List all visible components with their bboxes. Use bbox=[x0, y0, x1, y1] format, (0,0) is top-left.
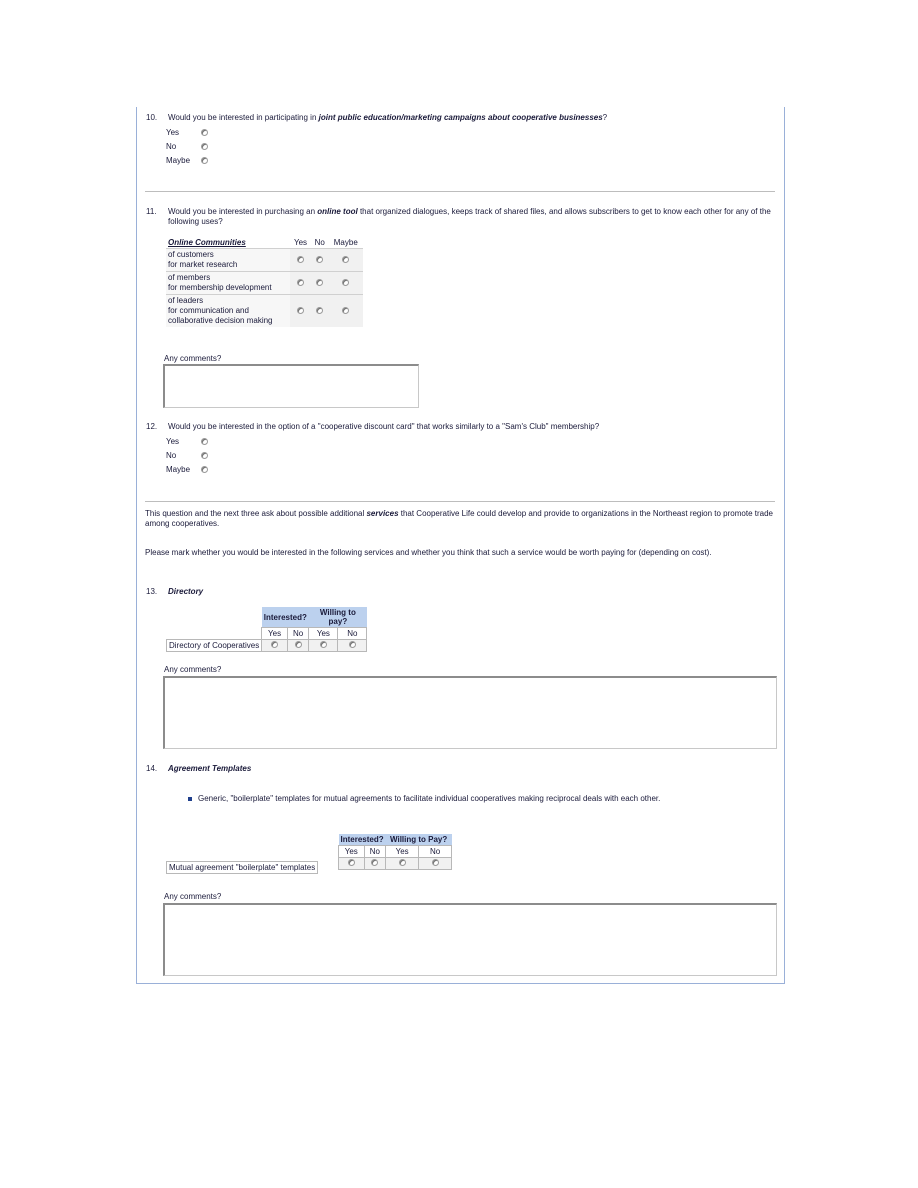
q12-number: 12. bbox=[146, 422, 158, 431]
q11-leaders-radio-yes[interactable] bbox=[297, 307, 304, 314]
q11-members-radio-no[interactable] bbox=[316, 279, 323, 286]
q11-customers-radio-yes[interactable] bbox=[297, 256, 304, 263]
q14-group-willing-to-pay: Willing to Pay? bbox=[386, 834, 452, 846]
q14-number: 14. bbox=[146, 764, 158, 773]
q14-title: Agreement Templates bbox=[168, 764, 252, 773]
q11-leaders-radio-maybe[interactable] bbox=[342, 307, 349, 314]
divider bbox=[145, 191, 775, 192]
q11-col-no: No bbox=[314, 238, 325, 247]
q11-row-customers bbox=[166, 249, 290, 272]
q13-comments-textarea[interactable] bbox=[163, 676, 777, 749]
q10-option-label-yes: Yes bbox=[166, 128, 180, 137]
q14-comments-textarea[interactable] bbox=[163, 903, 777, 976]
q11-row-leaders bbox=[166, 295, 290, 328]
services-intro-paragraph bbox=[145, 509, 775, 529]
q11-online-communities-table bbox=[166, 237, 363, 327]
q13-title: Directory bbox=[168, 587, 204, 596]
q14-comments-label: Any comments? bbox=[164, 892, 222, 901]
q14-group-interested: Interested? bbox=[340, 835, 384, 844]
q11-row-leaders-line2: for communication and bbox=[168, 306, 249, 315]
q10-radio-yes[interactable] bbox=[201, 129, 208, 136]
q10-radio-no[interactable] bbox=[201, 143, 208, 150]
q12-radio-maybe[interactable] bbox=[201, 466, 208, 473]
q12-radio-no[interactable] bbox=[201, 452, 208, 459]
q11-col-yes: Yes bbox=[293, 238, 308, 247]
q10-number: 10. bbox=[146, 113, 158, 122]
q14-description: Generic, "boilerplate" templates for mutual agreements to facilitate individual cooperatives making reciprocal deals with each other. bbox=[198, 794, 661, 803]
q11-row-customers-line1: of customers bbox=[168, 250, 214, 259]
q11-row-customers-line2: for market research bbox=[168, 260, 238, 269]
q11-table-title: Online Communities bbox=[168, 238, 246, 247]
q10-question bbox=[168, 113, 607, 122]
q13-directory-table bbox=[166, 607, 367, 652]
q11-comments-textarea[interactable] bbox=[163, 364, 419, 408]
q14-pay-radio-yes[interactable] bbox=[399, 859, 406, 866]
q14-interested-radio-yes[interactable] bbox=[348, 859, 355, 866]
q14-sub-yes-1: Yes bbox=[339, 846, 365, 858]
services-instructions: Please mark whether you would be interested in the following services and whether you think that such a service would be worth paying for (depending on cost). bbox=[145, 548, 712, 557]
q13-pay-radio-no[interactable] bbox=[349, 641, 356, 648]
q13-group-willing-to-pay: Willing to pay? bbox=[309, 607, 367, 628]
q11-row-members-line1: of members bbox=[168, 273, 211, 282]
q11-emphasis: online tool bbox=[317, 207, 358, 216]
q11-row-members-line2: for membership development bbox=[168, 283, 272, 292]
q12-option-label-no: No bbox=[166, 451, 177, 460]
q10-text: Would you be interested in participating in bbox=[168, 113, 319, 122]
q11-number: 11. bbox=[146, 207, 157, 216]
q14-interested-radio-no[interactable] bbox=[371, 859, 378, 866]
q12-option-label-maybe: Maybe bbox=[166, 465, 191, 474]
q10-option-label-no: No bbox=[166, 142, 177, 151]
q12-option-label-yes: Yes bbox=[166, 437, 180, 446]
q11-row-leaders-line1: of leaders bbox=[168, 296, 204, 305]
q13-number: 13. bbox=[146, 587, 158, 596]
q13-pay-radio-yes[interactable] bbox=[320, 641, 327, 648]
q11-text-end: that organized dialogues, keeps track of shared files, and allows subscribers to get to know each other for any of the following uses? bbox=[168, 207, 771, 226]
q13-interested-radio-yes[interactable] bbox=[271, 641, 278, 648]
q14-sub-yes-2: Yes bbox=[386, 846, 419, 858]
q11-members-radio-maybe[interactable] bbox=[342, 279, 349, 286]
q13-group-interested: Interested? bbox=[262, 607, 309, 628]
q11-row-leaders-line3: collaborative decision making bbox=[168, 316, 273, 325]
q14-sub-no-1: No bbox=[364, 846, 386, 858]
q11-row-members bbox=[166, 272, 290, 295]
q13-interested-radio-no[interactable] bbox=[295, 641, 302, 648]
q14-pay-radio-no[interactable] bbox=[432, 859, 439, 866]
q11-col-maybe: Maybe bbox=[333, 238, 358, 247]
q10-option-label-maybe: Maybe bbox=[166, 156, 191, 165]
q11-comments-label: Any comments? bbox=[164, 354, 222, 363]
q10-emphasis: joint public education/marketing campaigns about cooperative businesses bbox=[318, 113, 603, 122]
bullet-icon bbox=[188, 797, 192, 801]
q11-customers-radio-no[interactable] bbox=[316, 256, 323, 263]
q14-templates-table bbox=[338, 834, 452, 870]
q13-sub-no-1: No bbox=[287, 628, 309, 640]
services-intro-text-end: that Cooperative Life could develop and provide to organizations in the Northeast region to promote trade among cooperatives. bbox=[145, 509, 773, 528]
q13-sub-yes-1: Yes bbox=[262, 628, 288, 640]
q13-comments-label: Any comments? bbox=[164, 665, 222, 674]
q12-question: Would you be interested in the option of a "cooperative discount card" that works similarly to a "Sam's Club" membership? bbox=[168, 422, 600, 431]
q10-radio-maybe[interactable] bbox=[201, 157, 208, 164]
q14-sub-no-2: No bbox=[419, 846, 452, 858]
q11-leaders-radio-no[interactable] bbox=[316, 307, 323, 314]
q13-sub-yes-2: Yes bbox=[309, 628, 338, 640]
q11-text: Would you be interested in purchasing an bbox=[168, 207, 318, 216]
services-intro-emphasis: services bbox=[366, 509, 399, 518]
q10-text-end: ? bbox=[602, 113, 608, 122]
q13-sub-no-2: No bbox=[338, 628, 367, 640]
q11-members-radio-yes[interactable] bbox=[297, 279, 304, 286]
q14-row-label: Mutual agreement "boilerplate" templates bbox=[166, 861, 318, 874]
q12-radio-yes[interactable] bbox=[201, 438, 208, 445]
divider bbox=[145, 501, 775, 502]
services-intro-text: This question and the next three ask about possible additional bbox=[145, 509, 367, 518]
q11-question bbox=[168, 207, 776, 227]
q13-row-label: Directory of Cooperatives bbox=[167, 640, 262, 652]
q11-customers-radio-maybe[interactable] bbox=[342, 256, 349, 263]
